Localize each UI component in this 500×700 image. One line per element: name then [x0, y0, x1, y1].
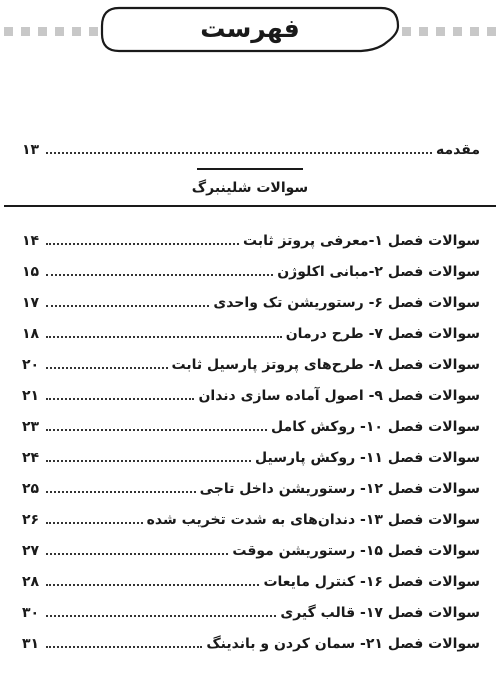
square-icon: [21, 27, 30, 36]
toc-entry-intro[interactable]: [22, 138, 480, 162]
toc-entry-page: ۲۳: [22, 419, 40, 435]
toc-entry-label: سوالات فصل ۷- طرح درمان: [285, 326, 480, 342]
toc-entry-label: سوالات فصل ۱۱- روکش پارسیل: [255, 450, 480, 466]
dot-leader: [46, 398, 194, 400]
dot-leader: [46, 367, 168, 369]
square-icon: [470, 27, 479, 36]
toc-entry[interactable]: [22, 260, 480, 284]
square-icon: [38, 27, 47, 36]
section-divider: [4, 205, 496, 207]
dot-leader: [46, 615, 276, 617]
square-icon: [402, 27, 411, 36]
toc-entry-page: ۲۱: [22, 388, 40, 404]
decorative-squares-left: [4, 27, 98, 36]
section-title: سوالات شلینبرگ: [191, 180, 309, 196]
toc-entry-page: ۲۰: [22, 357, 40, 373]
toc-entry-page: ۲۷: [22, 543, 40, 559]
toc-entry-page: ۲۶: [22, 512, 40, 528]
toc-entry[interactable]: [22, 384, 480, 408]
toc-entry-label: سوالات فصل ۱۵- رستوریشن موقت: [232, 543, 480, 559]
toc-entry[interactable]: [22, 291, 480, 315]
toc-entry-page: ۱۳: [22, 142, 40, 158]
toc-entry-label: سوالات فصل ۱۳- دندان‌های به شدت تخریب شده: [146, 512, 480, 528]
dot-leader: [46, 336, 282, 338]
toc-entry[interactable]: [22, 229, 480, 253]
toc-entry-label: سوالات فصل ۸- طرح‌های پروتز پارسیل ثابت: [171, 357, 480, 373]
dot-leader: [46, 429, 267, 431]
toc-entry-label: سوالات فصل ۱۲- رستوریشن داخل تاجی: [199, 481, 480, 497]
dot-leader: [46, 491, 196, 493]
toc-entry-page: ۱۷: [22, 295, 40, 311]
toc-entry-page: ۱۴: [22, 233, 40, 249]
toc-entry[interactable]: [22, 415, 480, 439]
toc-entry-page: ۱۸: [22, 326, 40, 342]
square-icon: [487, 27, 496, 36]
toc-entry-label: سوالات فصل ۹- اصول آماده سازی دندان: [198, 388, 480, 404]
dot-leader: [46, 522, 143, 524]
toc-entry[interactable]: [22, 601, 480, 625]
toc-entry-label: سوالات فصل ۲۱- سمان کردن و باندینگ: [206, 636, 480, 652]
square-icon: [436, 27, 445, 36]
dot-leader: [46, 584, 259, 586]
title-frame: [97, 4, 403, 56]
toc-entry[interactable]: [22, 570, 480, 594]
toc-entry-page: ۲۵: [22, 481, 40, 497]
toc-entry-label: سوالات فصل ۱-معرفی پروتز ثابت: [243, 233, 480, 249]
page-header: [0, 0, 500, 60]
square-icon: [72, 27, 81, 36]
toc-entry-label: سوالات فصل ۶- رستوریشن تک واحدی: [213, 295, 480, 311]
toc-entry[interactable]: [22, 353, 480, 377]
square-icon: [419, 27, 428, 36]
toc-entry[interactable]: [22, 539, 480, 563]
dot-leader: [46, 274, 273, 276]
toc-entry-label: سوالات فصل ۱۶- کنترل مایعات: [263, 574, 480, 590]
toc-entry-label: سوالات فصل ۲-مبانی اکلوژن: [277, 264, 480, 280]
square-icon: [4, 27, 13, 36]
dot-leader: [46, 553, 228, 555]
toc-entry-page: ۳۰: [22, 605, 40, 621]
dot-leader: [46, 305, 209, 307]
toc-entry-page: ۲۸: [22, 574, 40, 590]
square-icon: [453, 27, 462, 36]
section-divider-short: [197, 168, 303, 170]
toc-entry-label: سوالات فصل ۱۰- روکش کامل: [271, 419, 480, 435]
toc-entry-page: ۲۴: [22, 450, 40, 466]
dot-leader: [46, 152, 432, 154]
decorative-squares-right: [402, 27, 496, 36]
toc-entry-page: ۱۵: [22, 264, 40, 280]
toc-entry-label: مقدمه: [436, 142, 480, 158]
toc-entry[interactable]: [22, 508, 480, 532]
page-title: فهرست: [200, 14, 300, 43]
dot-leader: [46, 460, 251, 462]
dot-leader: [46, 243, 239, 245]
toc-entry[interactable]: [22, 322, 480, 346]
toc-entry[interactable]: [22, 632, 480, 656]
toc-entry[interactable]: [22, 446, 480, 470]
dot-leader: [46, 646, 202, 648]
toc-entry-label: سوالات فصل ۱۷- قالب گیری: [280, 605, 480, 621]
toc-entry[interactable]: [22, 477, 480, 501]
toc-entry-page: ۳۱: [22, 636, 40, 652]
square-icon: [55, 27, 64, 36]
